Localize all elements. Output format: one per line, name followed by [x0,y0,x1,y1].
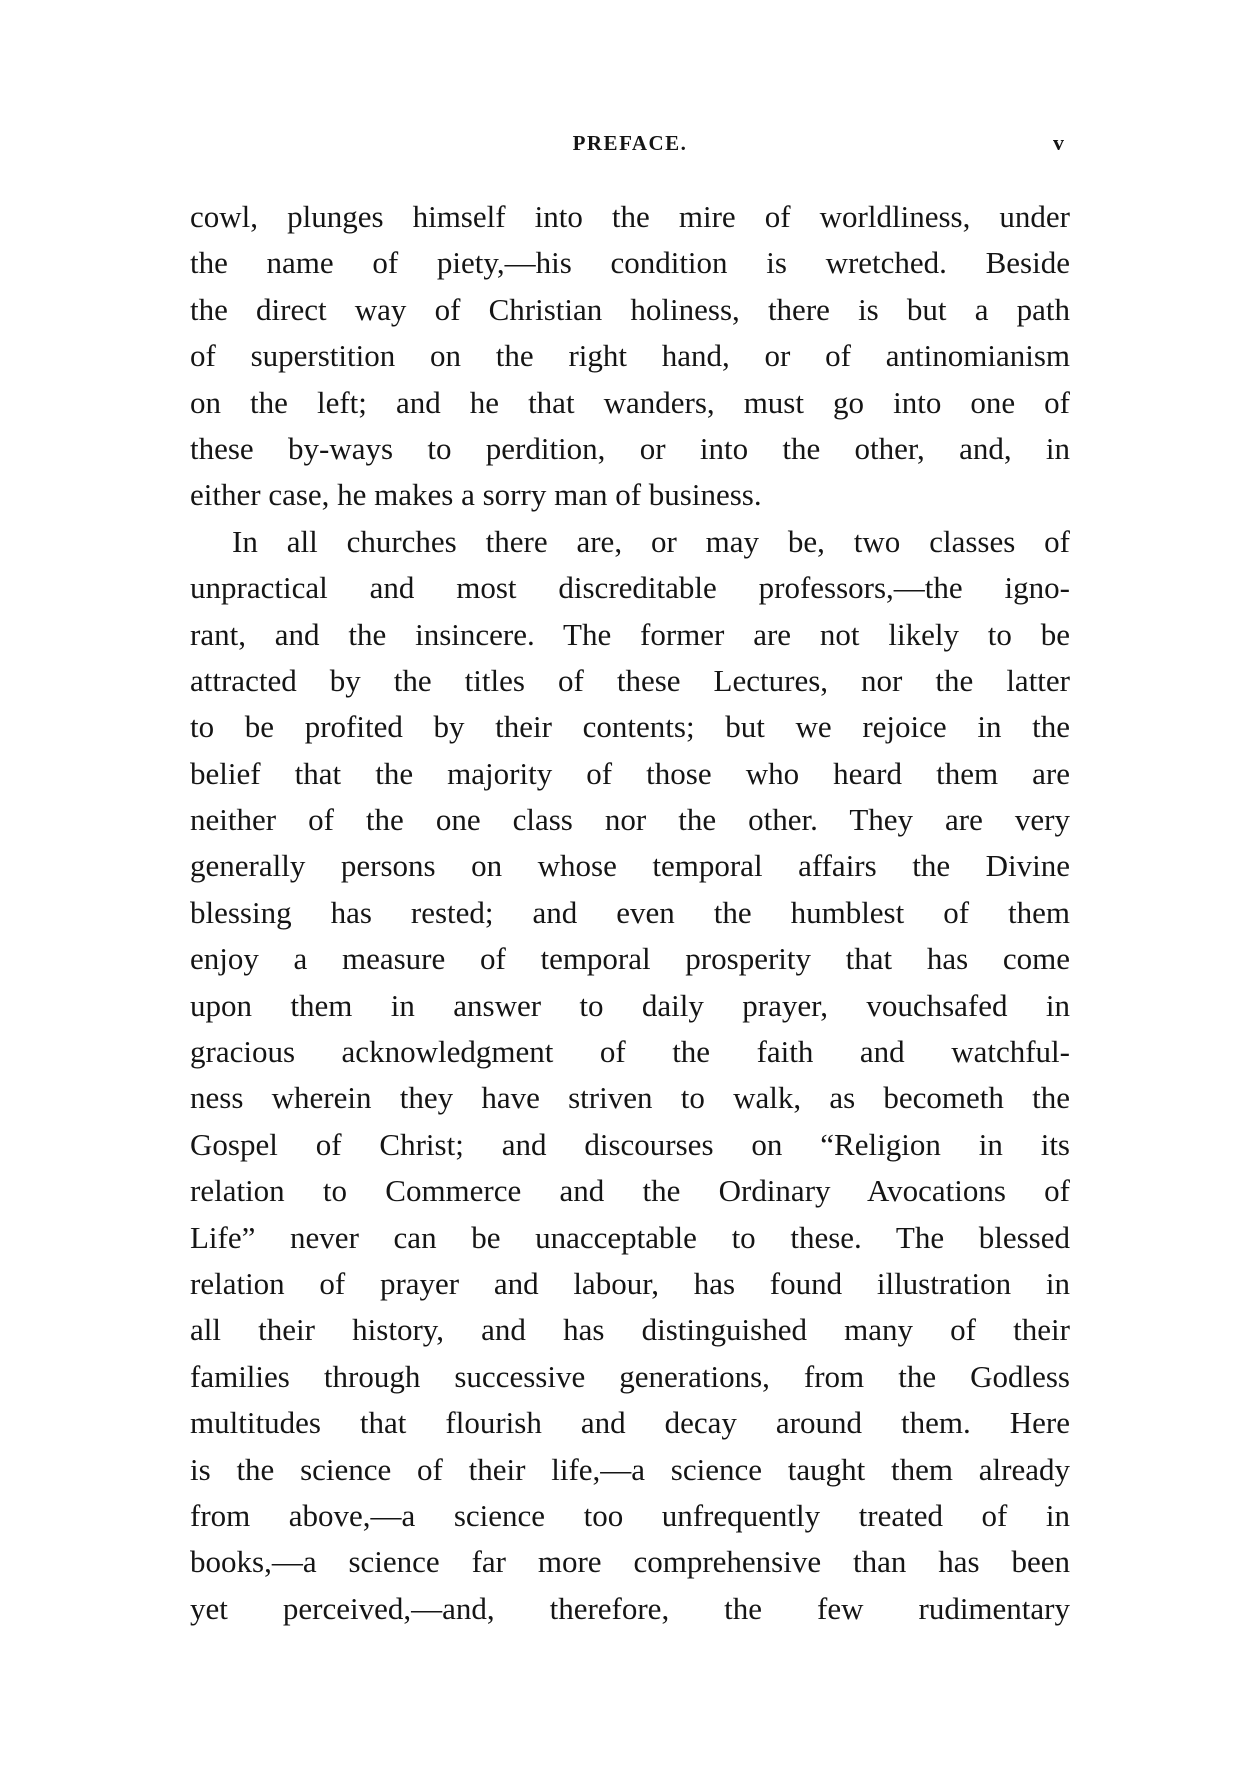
running-head [190,128,1070,158]
text-line: cowl, plunges himself into the mire of worldliness, under [190,199,1070,234]
text-line: all their history, and has distinguished many of their [190,1312,1070,1348]
text-line: relation of prayer and labour, has found illustration in [190,1265,1070,1301]
paragraph-first-line: In all churches there are, or may be, two classes of [232,523,1070,559]
text-line: multitudes that flourish and decay around them. Here [190,1405,1070,1441]
text-line: from above,—a science too unfrequently treated of in [190,1497,1070,1533]
text-line: yet perceived,—and, therefore, the few rudimentary [190,1590,1070,1626]
text-line: Life” never can be unacceptable to these. The blessed [190,1219,1070,1255]
text-line: is the science of their life,—a science taught them already [190,1451,1070,1487]
text-line: Gospel of Christ; and discourses on “Religion in its [190,1126,1070,1162]
text-line: the name of piety,—his condition is wretched. Beside [190,245,1070,281]
text-line: belief that the majority of those who heard them are [190,755,1070,791]
page-number: v [1053,130,1064,155]
text-line: to be profited by their contents; but we rejoice in the [190,709,1070,745]
text-line: blessing has rested; and even the humblest of them [190,894,1070,930]
running-title: PREFACE. [572,131,688,155]
text-line: rant, and the insincere. The former are not likely to be [190,616,1070,652]
text-line: these by-ways to perdition, or into the other, and, in [190,430,1070,466]
body-text [190,194,1070,1632]
text-line: books,—a science far more comprehensive than has been [190,1544,1070,1580]
text-line: of superstition on the right hand, or of antinomianism [190,338,1070,374]
text-line: the direct way of Christian holiness, there is but a path [190,291,1070,327]
text-line: enjoy a measure of temporal prosperity that has come [190,941,1070,977]
text-line: ness wherein they have striven to walk, as becometh the [190,1080,1070,1116]
text-line: unpractical and most discreditable professors,—the igno- [190,570,1070,606]
text-line: gracious acknowledgment of the faith and watchful- [190,1034,1070,1070]
paragraph-end-line: either case, he makes a sorry man of business. [190,477,762,513]
text-line: upon them in answer to daily prayer, vouchsafed in [190,987,1070,1023]
text-line: on the left; and he that wanders, must go into one of [190,384,1070,420]
text-line: neither of the one class nor the other. They are very [190,802,1070,838]
text-line: relation to Commerce and the Ordinary Avocations of [190,1173,1070,1209]
text-line: attracted by the titles of these Lectures, nor the latter [190,662,1070,698]
text-line: families through successive generations, from the Godless [190,1358,1070,1394]
text-line: generally persons on whose temporal affairs the Divine [190,848,1070,884]
